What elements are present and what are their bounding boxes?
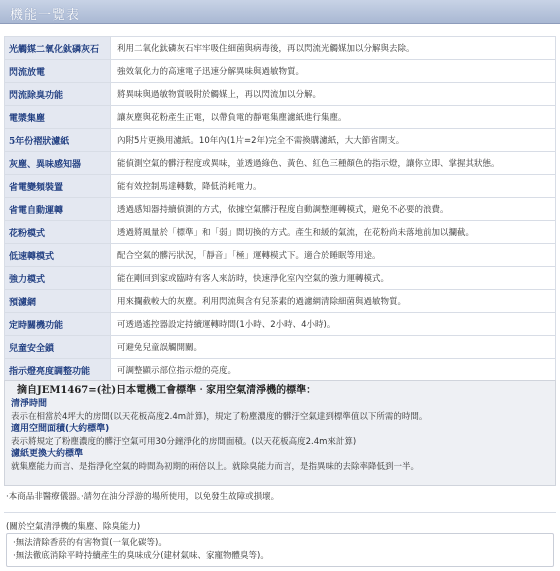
feature-description: 能偵測空氣的髒汙程度或異味，並透過綠色、黃色、紅色三種顏色的指示燈，讓你立即、掌握其狀態。 [111,152,556,175]
feature-name: 光觸媒二氧化鈦磷灰石 [5,37,111,60]
info-box [6,533,554,567]
feature-description: 內附5片更換用濾紙。10年內(1片=2年)完全不需換購濾紙，大大節省開支。 [111,129,556,152]
feature-description: 將異味與過敏物質吸附於觸媒上，再以閃流加以分解。 [111,83,556,106]
feature-row [5,152,556,175]
feature-name: 省電變頻裝置 [5,175,111,198]
feature-row [5,83,556,106]
feature-name: 灰塵、異味感知器 [5,152,111,175]
standard-heading: 適用空間面積(大約標準) [11,424,110,434]
standard-heading: 濾紙更換大約標準 [11,449,84,459]
feature-description: 用來攔截較大的灰塵。利用閃流與含有兒茶素的過濾網清除細菌與過敏物質。 [111,290,556,313]
page-title: 機能一覽表 [10,8,81,23]
feature-description: 強效氧化力的高速電子迅速分解異味與過敏物質。 [111,60,556,83]
feature-name: 定時關機功能 [5,313,111,336]
standard-text: 表示在相當於4坪大的房間(以天花板高度2.4m計算)，規定了粉塵濃度的髒汙空氣達到標準值以下所需的時間。 [11,412,428,422]
feature-name: 閃流除臭功能 [5,83,111,106]
feature-row [5,198,556,221]
feature-row [5,37,556,60]
feature-description: 配合空氣的髒污狀況，「靜音」「極」運轉模式下。適合於睡眠等用途。 [111,244,556,267]
feature-row [5,129,556,152]
header-bar [0,0,560,24]
info-line: ‧無法徹底消除平時持續產生的臭味成分(建材氣味、家寵物體臭等)。 [13,551,269,561]
feature-description: 可透過遙控器設定持續運轉時間(1小時、2小時、4小時)。 [111,313,556,336]
feature-row [5,175,556,198]
feature-name: 指示燈亮度調整功能 [5,359,111,382]
feature-description: 可調整顯示部位指示燈的亮度。 [111,359,556,382]
feature-row [5,60,556,83]
feature-description: 透過感知器持續偵測的方式，依據空氣髒汙程度自動調整運轉模式，避免不必要的浪費。 [111,198,556,221]
info-line: ‧無法清除香菸的有害物質(一氧化碳等)。 [13,538,167,548]
feature-description: 利用二氧化鈦磷灰石牢牢吸住細菌與病毒後，再以閃流光觸媒加以分解與去除。 [111,37,556,60]
feature-table [4,36,556,382]
standard-title: 摘自JEM1467=(社)日本電機工會標準‧家用空氣清淨機的標準： [17,385,317,396]
feature-row [5,106,556,129]
feature-row [5,290,556,313]
standard-text: 就集塵能力而言、是指淨化空氣的時間為初期的兩倍以上。就除臭能力而言，是指異味的去除率降低到一半。 [11,462,420,472]
standard-text: 表示將規定了粉塵濃度的髒汙空氣可用30分鐘淨化的房間面積。(以天花板高度2.4m來計算) [11,437,357,447]
feature-name: 閃流放電 [5,60,111,83]
feature-name: 花粉模式 [5,221,111,244]
feature-name: 預濾網 [5,290,111,313]
feature-description: 可避免兒童誤觸開關。 [111,336,556,359]
feature-row [5,313,556,336]
feature-name: 電漿集塵 [5,106,111,129]
feature-name: 5年份褶狀濾紙 [5,129,111,152]
feature-name: 兒童安全鎖 [5,336,111,359]
info-title: (關於空氣清淨機的集塵、除臭能力) [6,522,141,532]
feature-row [5,244,556,267]
feature-name: 強力模式 [5,267,111,290]
standard-heading: 清淨時間 [11,399,48,409]
feature-name: 低速轉模式 [5,244,111,267]
feature-description: 透過將風量於「標準」和「弱」間切換的方式。產生和緩的氣流，在花粉尚未落地前加以攔截。 [111,221,556,244]
feature-name: 省電自動運轉 [5,198,111,221]
feature-row [5,336,556,359]
feature-description: 讓灰塵與花粉產生正電，以帶負電的靜電集塵濾紙進行集塵。 [111,106,556,129]
standard-box [4,380,556,486]
caution-note: ‧本商品非醫療儀器。‧請勿在油分浮游的場所使用，以免發生故障或損壞。 [6,492,280,502]
divider [4,512,556,513]
feature-description: 能在剛回到家或臨時有客人來訪時，快速淨化室內空氣的強力運轉模式。 [111,267,556,290]
feature-row [5,359,556,382]
feature-description: 能有效控制馬達轉數，降低消耗電力。 [111,175,556,198]
feature-row [5,267,556,290]
feature-row [5,221,556,244]
